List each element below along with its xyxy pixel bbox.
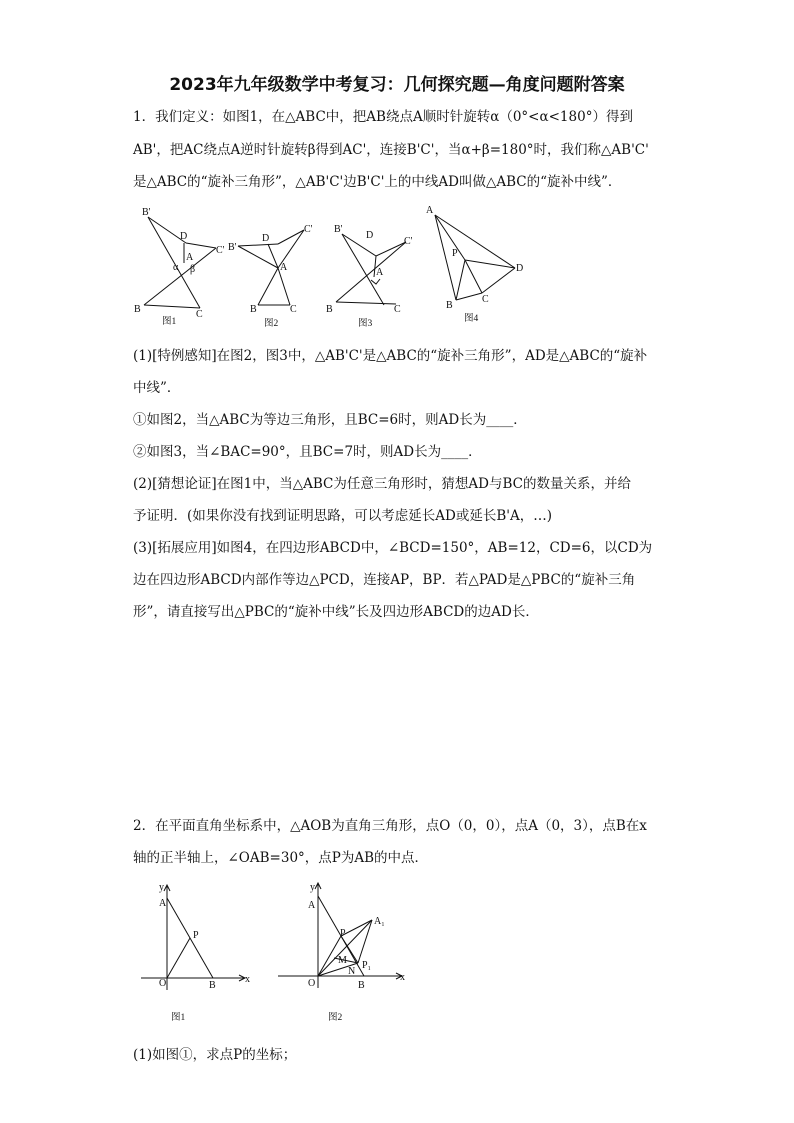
label-c-prime: C' bbox=[404, 236, 413, 247]
q2-figure-1 bbox=[135, 878, 255, 1026]
label-d: D bbox=[516, 263, 524, 274]
q1-part-1-b: ②如图3，当∠BAC=90°，且BC=7时，则AD长为____． bbox=[133, 444, 482, 460]
q1-line-2: AB'，把AC绕点A逆时针旋转β得到AC'，连接B'C'，当α+β=180°时，我们称△AB'C' bbox=[133, 142, 649, 158]
label-b: B bbox=[209, 980, 216, 991]
label-beta: β bbox=[190, 264, 196, 275]
q1-figure-3 bbox=[324, 220, 424, 332]
q1-line-3: 是△ABC的“旋补三角形”，△AB'C'边B'C'上的中线AD叫做△ABC的“旋补中线”． bbox=[133, 174, 622, 190]
q1-part-3-cont: 边在四边形ABCD内部作等边△PCD，连接AP，BP．若△PAD是△PBC的“旋补三角 bbox=[133, 572, 636, 588]
label-b-prime: B' bbox=[334, 224, 343, 235]
label-a: A bbox=[376, 267, 384, 278]
label-x: x bbox=[400, 972, 405, 983]
fig3-caption: 图3 bbox=[358, 319, 373, 329]
label-c: C bbox=[290, 304, 297, 315]
q2-line-1: 2．在平面直角坐标系中，△AOB为直角三角形，点O（0，0），点A（0，3），点B在x bbox=[133, 818, 647, 834]
q1-part-3-end: 形”，请直接写出△PBC的“旋补中线”长及四边形ABCD的边AD长． bbox=[133, 604, 539, 620]
label-alpha: α bbox=[173, 262, 179, 273]
label-d: D bbox=[262, 233, 270, 244]
label-y: y bbox=[310, 882, 315, 893]
label-b: B bbox=[326, 304, 333, 315]
label-a1: A₁ bbox=[374, 916, 385, 927]
label-o: O bbox=[308, 978, 316, 989]
label-p: P bbox=[340, 928, 346, 939]
label-p1: P₁ bbox=[362, 960, 372, 971]
label-n: N bbox=[348, 966, 356, 977]
q2-fig1-caption: 图1 bbox=[171, 1013, 186, 1023]
fig2-caption: 图2 bbox=[264, 319, 279, 329]
label-a: A bbox=[426, 205, 434, 216]
label-p: P bbox=[452, 248, 458, 259]
label-b-prime: B' bbox=[142, 207, 151, 218]
label-c: C bbox=[482, 294, 489, 305]
label-c: C bbox=[196, 309, 203, 320]
label-d: D bbox=[180, 231, 188, 242]
label-a: A bbox=[280, 262, 288, 273]
label-b: B bbox=[446, 300, 453, 311]
label-c-prime: C' bbox=[304, 224, 313, 235]
label-b: B bbox=[134, 304, 141, 315]
label-b: B bbox=[250, 304, 257, 315]
q1-part-3: (3)[拓展应用]如图4，在四边形ABCD中，∠BCD=150°，AB=12，CD=6，以CD为 bbox=[133, 540, 653, 556]
label-x: x bbox=[245, 974, 250, 985]
fig4-caption: 图4 bbox=[464, 314, 479, 324]
q1-part-1: (1)[特例感知]在图2，图3中，△AB'C'是△ABC的“旋补三角形”，AD是△ABC的“旋补 bbox=[133, 348, 648, 364]
q2-line-2: 轴的正半轴上，∠OAB=30°，点P为AB的中点． bbox=[133, 850, 429, 866]
q2-figure-2 bbox=[274, 878, 409, 1026]
q1-part-2-cont: 予证明．(如果你没有找到证明思路，可以考虑延长AD或延长B'A，…) bbox=[133, 508, 552, 524]
label-a: A bbox=[159, 898, 167, 909]
label-p: P bbox=[193, 930, 199, 941]
label-c: C bbox=[394, 304, 401, 315]
fig1-caption: 图1 bbox=[162, 317, 177, 327]
page-title: 2023年九年级数学中考复习：几何探究题—角度问题附答案 bbox=[169, 75, 625, 95]
label-b: B bbox=[358, 980, 365, 991]
label-o: O bbox=[159, 978, 167, 989]
q2-fig2-caption: 图2 bbox=[328, 1013, 343, 1023]
label-d: D bbox=[366, 230, 374, 241]
label-m: M bbox=[338, 955, 347, 966]
label-y: y bbox=[159, 882, 164, 893]
q1-part-1-cont: 中线”． bbox=[133, 380, 181, 396]
label-a: A bbox=[186, 252, 194, 263]
label-c-prime: C' bbox=[216, 245, 225, 256]
label-a: A bbox=[308, 900, 316, 911]
q1-figure-2 bbox=[226, 220, 321, 332]
q2-part-1: (1)如图①，求点P的坐标； bbox=[133, 1047, 297, 1063]
q1-figure-4 bbox=[420, 200, 535, 325]
q1-part-1-a: ①如图2，当△ABC为等边三角形，且BC=6时，则AD长为____． bbox=[133, 412, 527, 428]
q1-part-2: (2)[猜想论证]在图1中，当△ABC为任意三角形时，猜想AD与BC的数量关系，并给 bbox=[133, 476, 631, 492]
q1-line-1: 1．我们定义：如图1，在△ABC中，把AB绕点A顺时针旋转α（0°<α<180°）得到 bbox=[133, 109, 633, 125]
label-b-prime: B' bbox=[228, 242, 237, 253]
